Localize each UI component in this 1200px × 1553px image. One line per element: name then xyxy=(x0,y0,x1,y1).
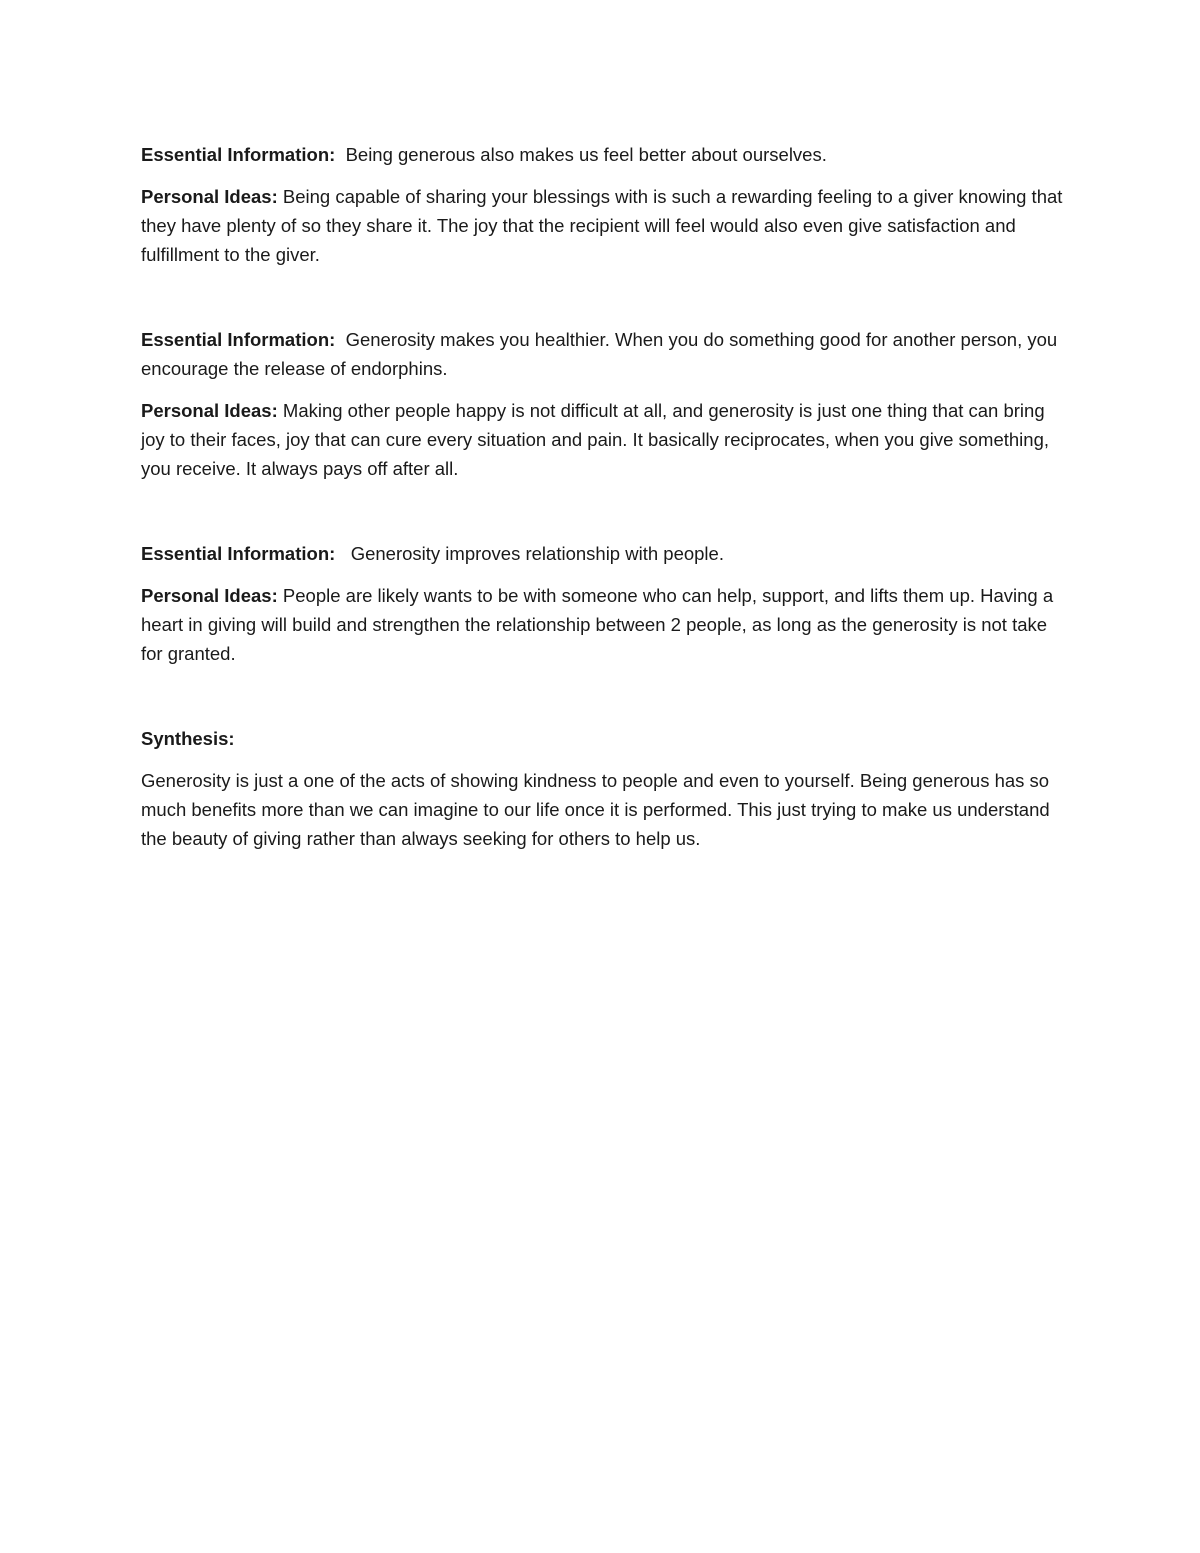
synthesis-text: Generosity is just a one of the acts of showing kindness to people and even to yourself. Being generous has so much benefits more than we can imagine to our life once it is performed. This just trying to make us understand the beauty of giving rather than always seeking for others to help us. xyxy=(141,770,1050,849)
essential-info-text: Being generous also makes us feel better about ourselves. xyxy=(345,144,827,165)
essential-info-label: Essential Information: xyxy=(141,543,336,564)
personal-ideas-1 xyxy=(141,182,1071,269)
essential-info-3 xyxy=(141,539,1071,568)
essential-info-2 xyxy=(141,325,1071,383)
synthesis-heading xyxy=(141,724,1071,753)
personal-ideas-label: Personal Ideas: xyxy=(141,585,278,606)
personal-ideas-text: People are likely wants to be with someone who can help, support, and lifts them up. Having a heart in giving will build and strengthen the relationship between 2 people, as long as the generosity is not take for granted. xyxy=(141,585,1054,664)
personal-ideas-label: Personal Ideas: xyxy=(141,400,278,421)
personal-ideas-text: Being capable of sharing your blessings with is such a rewarding feeling to a giver knowing that they have plenty of so they share it. The joy that the recipient will feel would also even give satisfaction and fulfillment to the giver. xyxy=(141,186,1063,265)
essential-info-text: Generosity makes you healthier. When you do something good for another person, you encourage the release of endorphins. xyxy=(141,329,1058,379)
personal-ideas-3 xyxy=(141,581,1071,668)
document-page xyxy=(141,140,1071,853)
essential-info-text: Generosity improves relationship with people. xyxy=(350,543,724,564)
personal-ideas-2 xyxy=(141,396,1071,483)
essential-info-label: Essential Information: xyxy=(141,144,336,165)
personal-ideas-label: Personal Ideas: xyxy=(141,186,278,207)
synthesis-label: Synthesis: xyxy=(141,728,235,749)
personal-ideas-text: Making other people happy is not difficult at all, and generosity is just one thing that can bring joy to their faces, joy that can cure every situation and pain. It basically reciprocates, when you give something, you receive. It always pays off after all. xyxy=(141,400,1050,479)
essential-info-label: Essential Information: xyxy=(141,329,336,350)
essential-info-1 xyxy=(141,140,1071,169)
